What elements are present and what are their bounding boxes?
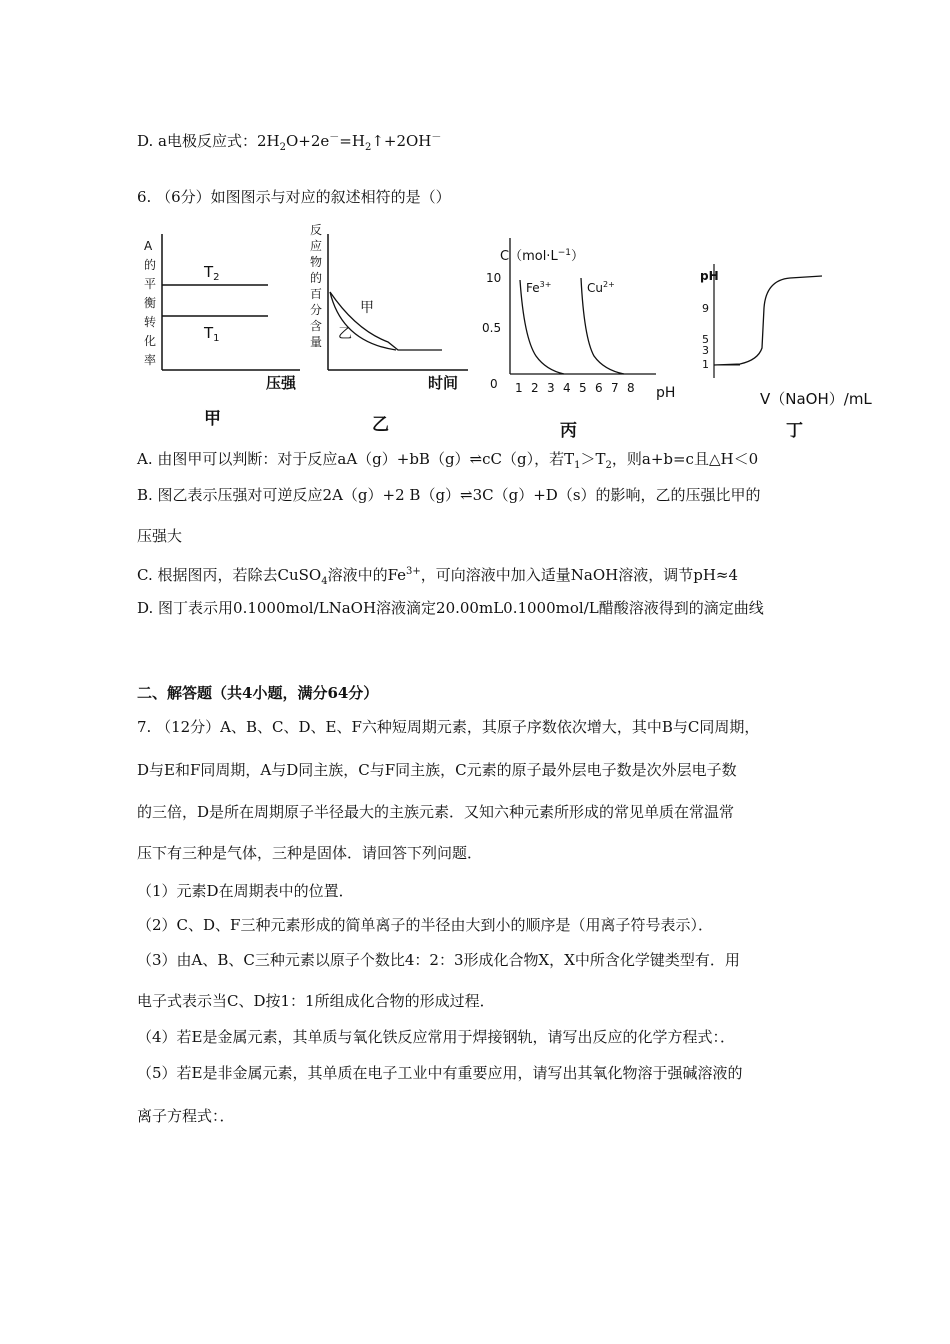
q6-a-sub2: 2	[605, 460, 612, 471]
section2-title: 二、解答题（共4小题，满分64分）	[137, 684, 379, 702]
jia-ylabel-4: 转	[144, 315, 157, 329]
q7-part2: （2）C、D、F三种元素形成的简单离子的半径由大到小的顺序是（用离子符号表示）．	[137, 916, 713, 934]
yi-ylabel-2: 物	[310, 255, 323, 269]
q5-option-d	[137, 128, 441, 158]
q7-part1: （1）元素D在周期表中的位置．	[137, 882, 354, 900]
ding-ytick-5: 5	[702, 333, 709, 346]
q5-d-sup2: －	[431, 132, 442, 143]
q7-part5-line2: 离子方程式：．	[137, 1107, 235, 1125]
yi-ylabel-0: 反	[310, 223, 323, 237]
bing-ytitle: $C(mol\cdot L^{-1})$	[500, 248, 584, 264]
q7-part3-line1: （3）由A、B、C三种元素以原子个数比4：2：3形成化合物X，X中所含化学键类型有．用	[137, 951, 740, 969]
bing-xtick-7: 7	[611, 381, 619, 395]
q7-part5-line1: （5）若E是非金属元素，其单质在电子工业中有重要应用，请写出其氧化物溶于强碱溶液的	[137, 1064, 743, 1082]
bing-xtick-1: 1	[515, 381, 523, 395]
ding-curve	[714, 276, 822, 365]
figure-yi	[308, 220, 488, 440]
q6-option-b-line2: 压强大	[137, 527, 183, 545]
q5-d-text: D. a电极反应式：2H	[137, 132, 280, 150]
q7-line3: 的三倍，D是所在周期原子半径最大的主族元素．又知六种元素所形成的常见单质在常温常	[137, 803, 735, 821]
q6-option-d: D. 图丁表示用0.1000mol/LNaOH溶液滴定20.00mL0.1000mol/L醋酸溶液得到的滴定曲线	[137, 599, 764, 617]
bing-xticks	[515, 381, 635, 395]
q6-a-text3: ，则a+b=c且△H＜0	[611, 450, 759, 468]
q6-c-text: C. 根据图丙，若除去CuSO	[137, 566, 322, 584]
jia-ylabel-3: 衡	[144, 296, 157, 310]
q7-part3-line2: 电子式表示当C、D按1：1所组成化合物的形成过程．	[137, 992, 495, 1010]
yi-ylabel	[310, 223, 322, 349]
ding-ytick-3: 3	[702, 344, 709, 357]
ding-ylabel: pH	[700, 269, 719, 283]
bing-xtick-5: 5	[579, 381, 587, 395]
bing-fe-label: $Fe^{3+}$	[526, 280, 552, 295]
bing-xlabel: pH	[656, 385, 676, 401]
q5-d-text4: ↑+2OH	[371, 132, 432, 150]
yi-xlabel: 时间	[428, 374, 459, 392]
q6-a-text: A. 由图甲可以判断：对于反应aA（g）+bB（g）⇌cC（g），若T	[137, 450, 575, 468]
ding-xlabel: V（NaOH）/mL	[760, 390, 872, 408]
bing-xtick-8: 8	[627, 381, 635, 395]
yi-ylabel-6: 含	[310, 319, 323, 333]
jia-caption: 甲	[204, 409, 221, 429]
figure-bing	[480, 220, 680, 440]
bing-xtick-3: 3	[547, 381, 555, 395]
bing-y0: 0	[490, 377, 498, 391]
ding-caption: 丁	[786, 421, 803, 441]
q7-part4: （4）若E是金属元素，其单质与氧化铁反应常用于焊接钢轨，请写出反应的化学方程式：．	[137, 1028, 735, 1046]
figure-jia	[140, 220, 310, 440]
q7-line1: 7. （12分）A、B、C、D、E、F六种短周期元素，其原子序数依次增大，其中B与C同周期，	[137, 718, 760, 736]
ding-ytick-9: 9	[702, 302, 709, 315]
yi-caption: 乙	[372, 415, 389, 435]
q5-d-text2: O+2e	[285, 132, 330, 150]
q5-d-text3: =H	[339, 132, 365, 150]
figure-ding	[700, 220, 900, 440]
q6-option-a	[137, 449, 758, 476]
q6-a-text2: ＞T	[580, 450, 606, 468]
q5-d-sub2: 2	[364, 142, 372, 153]
yi-ylabel-4: 百	[310, 287, 323, 301]
jia-t2-label: $T_2$	[204, 263, 220, 283]
jia-ylabel-6: 率	[144, 353, 157, 367]
q6-c-sup: 3+	[406, 566, 421, 577]
jia-ylabel	[144, 239, 156, 367]
q6-figures	[140, 220, 900, 450]
q6-c-text2: 溶液中的Fe	[327, 566, 407, 584]
jia-ylabel-2: 平	[144, 277, 157, 291]
jia-xlabel: 压强	[266, 374, 297, 392]
jia-ylabel-0: A	[144, 239, 153, 253]
yi-ylabel-7: 量	[310, 335, 323, 349]
bing-xtick-2: 2	[531, 381, 539, 395]
q6-a-sub1: 1	[574, 460, 581, 471]
q5-d-sup: －	[329, 132, 340, 143]
q6-option-b-line1: B. 图乙表示压强对可逆反应2A（g）+2 B（g）⇌3C（g）+D（s）的影响，乙的压强比甲的	[137, 486, 761, 504]
q5-d-sub: 2	[279, 142, 286, 153]
yi-ylabel-5: 分	[310, 303, 323, 317]
q6-option-c	[137, 562, 738, 592]
bing-y05: 0.5	[482, 321, 502, 335]
jia-ylabel-1: 的	[144, 258, 157, 272]
bing-cu-label: $Cu^{2+}$	[587, 280, 615, 295]
bing-caption: 丙	[560, 421, 577, 441]
q7-line4: 压下有三种是气体，三种是固体．请回答下列问题．	[137, 844, 483, 862]
q7-line2: D与E和F同周期，A与D同主族，C与F同主族，C元素的原子最外层电子数是次外层电子数	[137, 761, 737, 779]
yi-label-yi: 乙	[338, 326, 352, 342]
q6-c-sub: 4	[321, 576, 328, 587]
ding-ytick-1: 1	[702, 358, 709, 371]
yi-ylabel-3: 的	[310, 271, 323, 285]
bing-xtick-6: 6	[595, 381, 603, 395]
jia-ylabel-5: 化	[144, 334, 157, 348]
bing-xtick-4: 4	[563, 381, 571, 395]
q6-c-text3: ，可向溶液中加入适量NaOH溶液，调节pH≈4	[420, 566, 739, 584]
q6-stem: 6. （6分）如图图示与对应的叙述相符的是（）	[137, 188, 451, 206]
jia-t1-label: $T_1$	[204, 324, 220, 344]
yi-ylabel-1: 应	[310, 239, 323, 253]
bing-y10: 10	[486, 271, 502, 285]
yi-label-jia: 甲	[360, 300, 374, 316]
